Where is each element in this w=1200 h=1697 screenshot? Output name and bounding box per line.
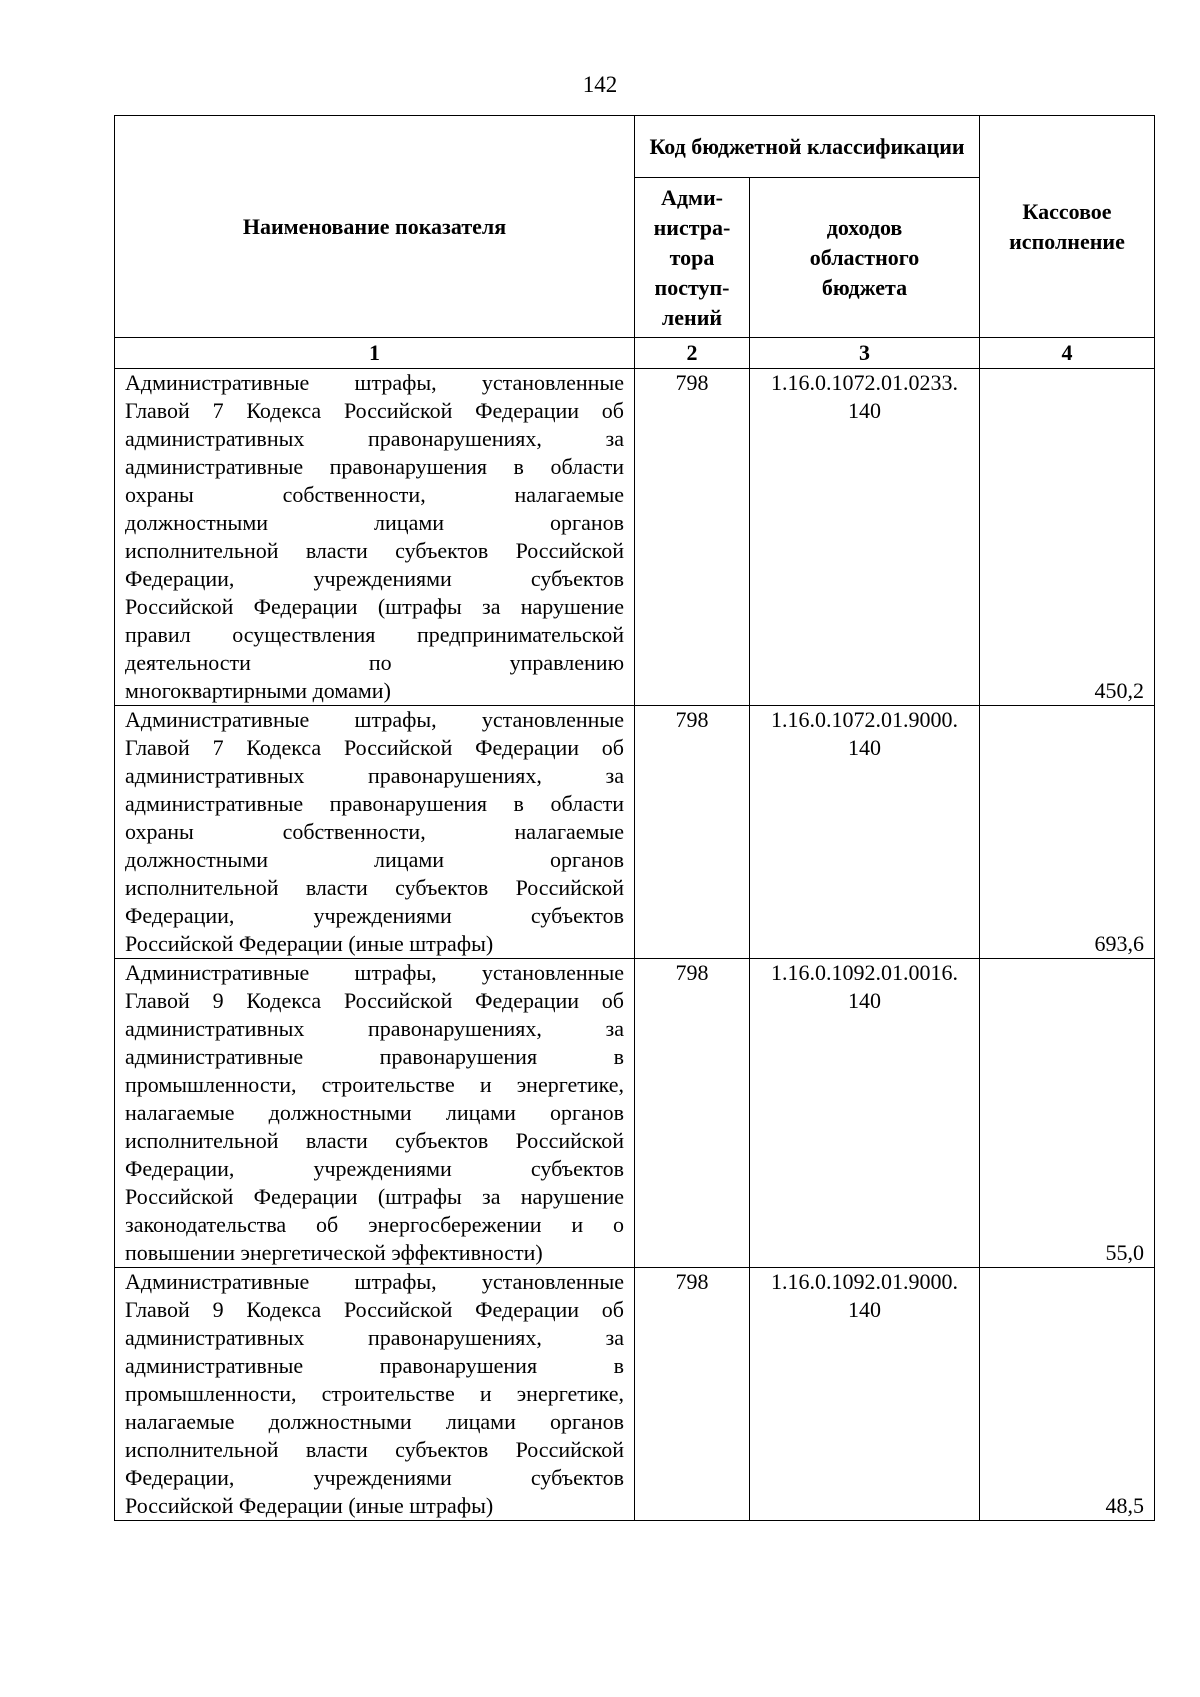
administrator-code-cell: 798 (635, 369, 750, 706)
header-regional-budget-revenue: доходов областного бюджета (750, 178, 980, 338)
header-cash-execution: Кассовое исполнение (980, 116, 1155, 338)
indicator-name-line: административных правонарушениях, за (125, 426, 624, 451)
indicator-name-line: Федерации, учреждениями субъектов (125, 903, 624, 928)
indicator-name-line: повышении энергетической эффективности) (125, 1240, 543, 1265)
indicator-name-cell (115, 706, 635, 959)
indicator-name-line: Федерации, учреждениями субъектов (125, 1156, 624, 1181)
indicator-name-line: Российской Федерации (штрафы за нарушение (125, 594, 624, 619)
indicator-name-line: налагаемые должностными лицами органов (125, 1100, 624, 1125)
table-row (115, 369, 1155, 706)
header-revenue-administrator: Адми- нистра- тора поступ- лений (635, 178, 750, 338)
indicator-name-line: исполнительной власти субъектов Российской (125, 875, 624, 900)
revenue-code-line: 1.16.0.1072.01.9000. (771, 707, 958, 732)
indicator-name-line: правил осуществления предпринимательской (125, 622, 624, 647)
indicator-name-line: административные правонарушения в области (125, 454, 624, 479)
indicator-name-line: Административные штрафы, установленные (125, 1269, 624, 1294)
revenue-code-line: 1.16.0.1072.01.0233. (771, 370, 958, 395)
table-row (115, 959, 1155, 1268)
page-number: 142 (582, 72, 618, 97)
indicator-name-line: административных правонарушениях, за (125, 1016, 624, 1041)
revenue-code-line: 140 (848, 398, 881, 423)
indicator-name-line: исполнительной власти субъектов Российской (125, 538, 624, 563)
indicator-name-line: административные правонарушения в (125, 1044, 624, 1069)
indicator-name-line: Федерации, учреждениями субъектов (125, 1465, 624, 1490)
indicator-name-line: промышленности, строительстве и энергетике, (125, 1072, 624, 1097)
indicator-name-line: Российской Федерации (иные штрафы) (125, 931, 494, 956)
indicator-name-line: должностными лицами органов (125, 510, 624, 535)
column-number-row (115, 338, 1155, 369)
indicator-name-line: промышленности, строительстве и энергетике, (125, 1381, 624, 1406)
table-row (115, 1268, 1155, 1521)
revenue-code-cell (750, 1268, 980, 1521)
column-number: 2 (635, 338, 750, 369)
column-number: 4 (980, 338, 1155, 369)
indicator-name-line: Главой 7 Кодекса Российской Федерации об (125, 735, 624, 760)
indicator-name-cell (115, 369, 635, 706)
revenue-code-line: 140 (848, 735, 881, 760)
indicator-name-line: Главой 9 Кодекса Российской Федерации об (125, 1297, 624, 1322)
table-row (115, 706, 1155, 959)
indicator-name-line: многоквартирными домами) (125, 678, 391, 703)
indicator-name-line: охраны собственности, налагаемые (125, 819, 624, 844)
revenue-code-line: 1.16.0.1092.01.0016. (771, 960, 958, 985)
indicator-name-line: деятельности по управлению (125, 650, 624, 675)
indicator-name-line: охраны собственности, налагаемые (125, 482, 624, 507)
column-number: 1 (115, 338, 635, 369)
header-indicator-name: Наименование показателя (115, 116, 635, 338)
indicator-name-line: Главой 7 Кодекса Российской Федерации об (125, 398, 624, 423)
indicator-name-line: Главой 9 Кодекса Российской Федерации об (125, 988, 624, 1013)
indicator-name-line: Российской Федерации (штрафы за нарушение (125, 1184, 624, 1209)
cash-execution-amount: 55,0 (980, 959, 1155, 1268)
indicator-name-line: исполнительной власти субъектов Российской (125, 1128, 624, 1153)
indicator-name-cell (115, 959, 635, 1268)
indicator-name-line: Административные штрафы, установленные (125, 370, 624, 395)
budget-execution-table (114, 115, 1155, 1521)
indicator-name-line: законодательства об энергосбережении и о (125, 1212, 624, 1237)
revenue-code-line: 140 (848, 988, 881, 1013)
indicator-name-line: исполнительной власти субъектов Российской (125, 1437, 624, 1462)
revenue-code-cell (750, 959, 980, 1268)
table-body (115, 369, 1155, 1521)
column-number: 3 (750, 338, 980, 369)
revenue-code-cell (750, 369, 980, 706)
indicator-name-line: административных правонарушениях, за (125, 1325, 624, 1350)
revenue-code-line: 1.16.0.1092.01.9000. (771, 1269, 958, 1294)
indicator-name-line: налагаемые должностными лицами органов (125, 1409, 624, 1434)
revenue-code-cell (750, 706, 980, 959)
administrator-code-cell: 798 (635, 1268, 750, 1521)
indicator-name-line: Административные штрафы, установленные (125, 960, 624, 985)
cash-execution-amount: 48,5 (980, 1268, 1155, 1521)
administrator-code-cell: 798 (635, 959, 750, 1268)
indicator-name-line: Российской Федерации (иные штрафы) (125, 1493, 494, 1518)
administrator-code-cell: 798 (635, 706, 750, 959)
indicator-name-line: административные правонарушения в (125, 1353, 624, 1378)
table-header (115, 116, 1155, 369)
cash-execution-amount: 693,6 (980, 706, 1155, 959)
revenue-code-line: 140 (848, 1297, 881, 1322)
header-budget-code-group: Код бюджетной классификации (635, 116, 980, 178)
indicator-name-line: Административные штрафы, установленные (125, 707, 624, 732)
cash-execution-amount: 450,2 (980, 369, 1155, 706)
indicator-name-line: должностными лицами органов (125, 847, 624, 872)
indicator-name-line: административных правонарушениях, за (125, 763, 624, 788)
indicator-name-cell (115, 1268, 635, 1521)
indicator-name-line: административные правонарушения в области (125, 791, 624, 816)
indicator-name-line: Федерации, учреждениями субъектов (125, 566, 624, 591)
